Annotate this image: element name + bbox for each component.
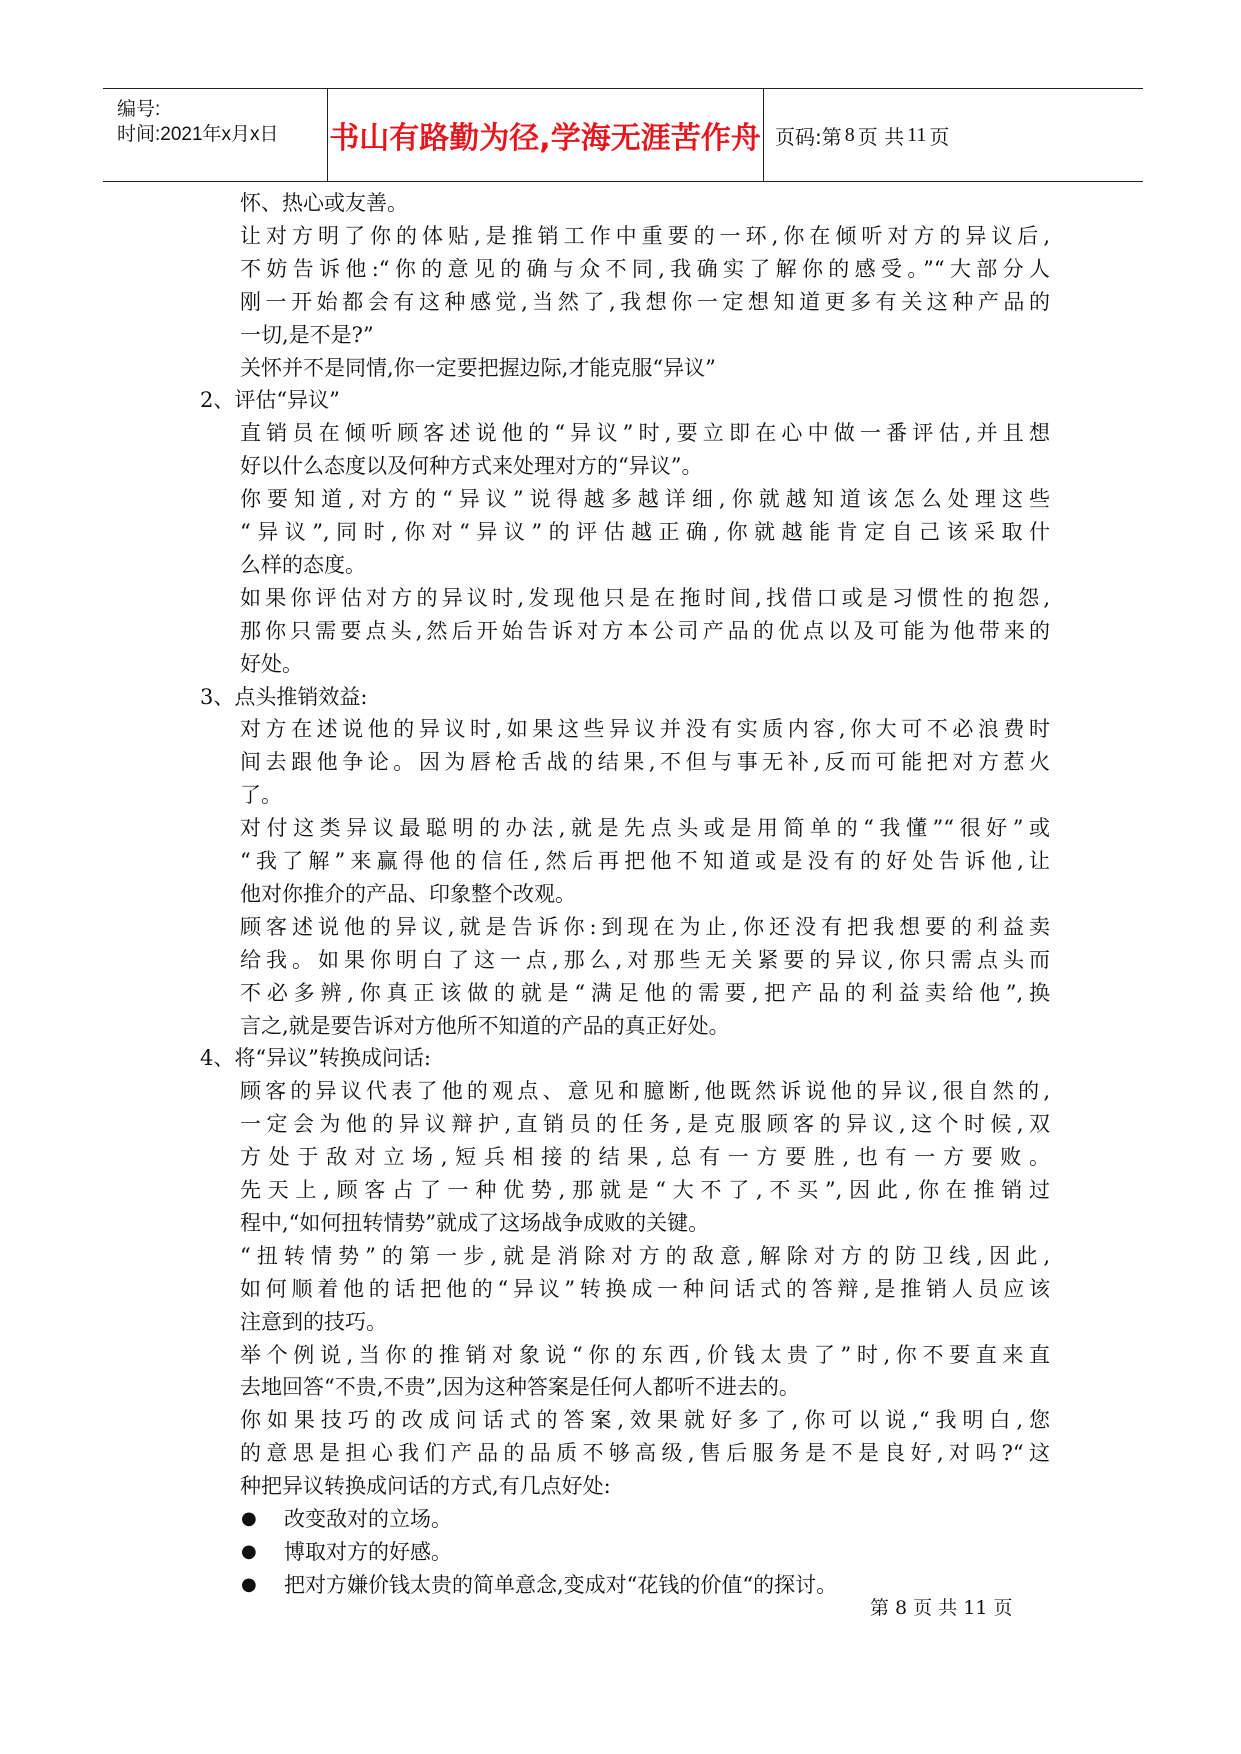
page-header (103, 88, 1143, 182)
paragraph-line: 那你只需要点头,然后开始告诉对方本公司产品的优点以及可能为他带来的 (240, 618, 1050, 643)
paragraph-line: 不妨告诉他:“你的意见的确与众不同,我确实了解你的感受。”“大部分人 (240, 256, 1050, 281)
document-code: 编号: (117, 99, 161, 120)
bullet-icon: ● (241, 1540, 257, 1562)
paragraph-line: 你如果技巧的改成问话式的答案,效果就好多了,你可以说,“我明白,您 (240, 1408, 1050, 1433)
header-page-indicator (763, 88, 949, 182)
section-heading: 4、将“异议”转换成问话: (200, 1046, 431, 1071)
page-total: 11 (907, 123, 927, 146)
paragraph-line: 关怀并不是同情,你一定要把握边际,才能克服“异议” (240, 355, 716, 380)
paragraph-line: 好处。 (240, 651, 303, 676)
bullet-item: 把对方嫌价钱太贵的简单意念,变成对“花钱的价值“的探讨。 (284, 1572, 838, 1597)
paragraph-line: 方处于敌对立场,短兵相接的结果,总有一方要胜,也有一方要败。 (240, 1145, 1050, 1170)
paragraph-line: 直销员在倾听顾客述说他的“异议”时,要立即在心中做一番评估,并且想 (240, 421, 1050, 446)
paragraph-line: 一切,是不是?” (240, 322, 374, 347)
paragraph-line: 刚一开始都会有这种感觉,当然了,我想你一定想知道更多有关这种产品的 (240, 289, 1050, 314)
page-number: 8 (844, 123, 855, 146)
paragraph-line: 不必多辨,你真正该做的就是“满足他的需要,把产品的利益卖给他”,换 (240, 980, 1050, 1005)
bullet-item: 博取对方的好感。 (284, 1539, 452, 1564)
paragraph-line: 程中,“如何扭转情势”就成了这场战争成败的关键。 (240, 1210, 710, 1235)
paragraph-line: 了。 (240, 783, 282, 808)
paragraph-line: 他对你推介的产品、印象整个改观。 (240, 881, 576, 906)
paragraph-line: 么样的态度。 (240, 552, 366, 577)
paragraph-line: “扭转情势”的第一步,就是消除对方的敌意,解除对方的防卫线,因此, (240, 1243, 1050, 1268)
paragraph-line: 你要知道,对方的“异议”说得越多越详细,你就越知道该怎么处理这些 (240, 487, 1050, 512)
paragraph-line: 给我。如果你明白了这一点,那么,对那些无关紧要的异议,你只需点头而 (240, 947, 1050, 972)
paragraph-line: 举个例说,当你的推销对象说“你的东西,价钱太贵了”时,你不要直来直 (240, 1342, 1050, 1367)
page-suffix: 页 (929, 124, 950, 149)
paragraph-line: 对付这类异议最聪明的办法,就是先点头或是用简单的“我懂”“很好”或 (240, 816, 1050, 841)
page-footer: 第 8 页 共 11 页 (870, 1597, 1013, 1619)
paragraph-line: 言之,就是要告诉对方他所不知道的产品的真正好处。 (240, 1013, 730, 1038)
document-time: 时间:2021年x月x日 (117, 124, 279, 145)
bullet-item: 改变敌对的立场。 (284, 1507, 452, 1531)
paragraph-line: 的意思是担心我们产品的品质不够高级,售后服务是不是良好,对吗?“这 (240, 1441, 1050, 1466)
header-bottom-rule (103, 181, 1143, 182)
bullet-icon: ● (241, 1508, 257, 1529)
paragraph-line: 去地回答“不贵,不贵”,因为这种答案是任何人都听不进去的。 (240, 1375, 800, 1400)
paragraph-line: 对方在述说他的异议时,如果这些异议并没有实质内容,你大可不必浪费时 (240, 717, 1050, 742)
page-mid: 页 共 (857, 124, 905, 149)
paragraph-line: 让对方明了你的体贴,是推销工作中重要的一环,你在倾听对方的异议后, (240, 223, 1050, 248)
paragraph-line: 先天上,顾客占了一种优势,那就是“大不了,不买”,因此,你在推销过 (240, 1178, 1050, 1202)
paragraph-line: “异议”,同时,你对“异议”的评估越正确,你就越能肯定自己该采取什 (240, 520, 1050, 544)
paragraph-line: 注意到的技巧。 (240, 1309, 387, 1334)
page-prefix: 页码:第 (775, 124, 842, 149)
header-motto: 书山有路勤为径,学海无涯苦作舟 (329, 121, 761, 156)
section-heading: 2、评估“异议” (200, 388, 340, 413)
paragraph-line: 种把异议转换成问话的方式,有几点好处: (240, 1474, 611, 1499)
paragraph-line: 怀、热心或友善。 (240, 191, 408, 215)
paragraph-line: 间去跟他争论。因为唇枪舌战的结果,不但与事无补,反而可能把对方惹火 (240, 750, 1050, 775)
bullet-icon: ● (241, 1573, 257, 1595)
paragraph-line: 如何顺着他的话把他的“异议”转换成一种问话式的答辩,是推销人员应该 (240, 1276, 1050, 1301)
paragraph-line: 一定会为他的异议辩护,直销员的任务,是克服顾客的异议,这个时候,双 (240, 1112, 1050, 1137)
paragraph-line: 顾客的异议代表了他的观点、意见和臆断,他既然诉说他的异议,很自然的, (240, 1079, 1050, 1104)
paragraph-line: 顾客述说他的异议,就是告诉你:到现在为止,你还没有把我想要的利益卖 (240, 914, 1050, 939)
paragraph-line: “我了解”来赢得他的信任,然后再把他不知道或是没有的好处告诉他,让 (240, 849, 1050, 873)
paragraph-line: 好以什么态度以及何种方式来处理对方的“异议”。 (240, 454, 703, 479)
section-heading: 3、点头推销效益: (200, 684, 368, 709)
paragraph-line: 如果你评估对方的异议时,发现他只是在拖时间,找借口或是习惯性的抱怨, (240, 585, 1050, 610)
